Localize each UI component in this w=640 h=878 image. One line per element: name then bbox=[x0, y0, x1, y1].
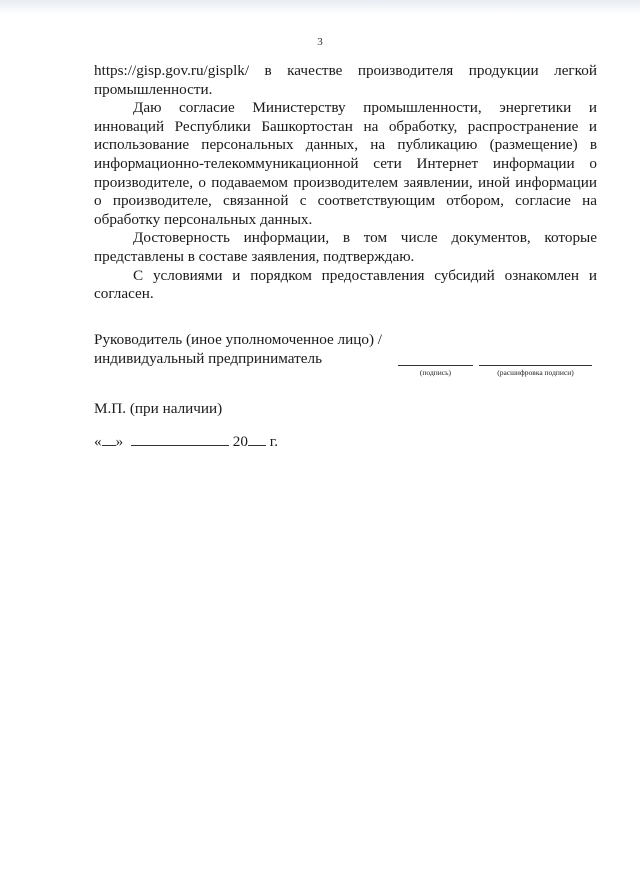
signature-line bbox=[398, 365, 473, 366]
signature-field bbox=[398, 355, 473, 385]
day-blank bbox=[102, 432, 116, 446]
signature-decoding-field bbox=[479, 355, 592, 385]
page-number: 3 bbox=[317, 36, 323, 48]
signatory-title-line1: Руководитель (иное уполномоченное лицо) / bbox=[94, 331, 383, 348]
paragraph-accuracy: Достоверность информации, в том числе документов, которые представлены в составе заявления, подтверждаю. bbox=[94, 229, 597, 265]
year-suffix: г. bbox=[269, 433, 279, 450]
signature-caption: (подпись) bbox=[419, 368, 452, 377]
year-blank bbox=[248, 432, 266, 446]
document-body bbox=[94, 62, 597, 304]
stamp-place-label: М.П. (при наличии) bbox=[94, 400, 223, 417]
scan-edge-shadow bbox=[0, 0, 640, 14]
date-line bbox=[94, 432, 278, 451]
date-open-quote: « bbox=[94, 433, 102, 450]
signatory-title-line2: индивидуальный предприниматель bbox=[94, 349, 322, 367]
paragraph-registry-url: https://gisp.gov.ru/gisplk/ в качестве производителя продукции легкой промышленности. bbox=[94, 62, 597, 98]
year-prefix: 20 bbox=[232, 433, 248, 450]
paragraph-conditions: С условиями и порядком предоставления субсидий ознакомлен и согласен. bbox=[94, 266, 597, 303]
month-blank bbox=[131, 432, 229, 446]
paragraph-consent: Даю согласие Министерству промышленности, энергетики и инноваций Республики Башкортостан на обработку, распространение и использование персональных данных, на публикацию (размещение) в информационно-телекоммуникационной сети Интернет информации о производителе, о подаваемом производителем заявлении, иной информации о производителе, связанной с соответствующим отбором, согласие на обработку персональных данных. bbox=[94, 99, 597, 228]
signature-decoding-line bbox=[479, 365, 592, 366]
signature-decoding-caption: (расшифровка подписи) bbox=[497, 368, 574, 377]
date-close-quote: » bbox=[115, 433, 124, 450]
